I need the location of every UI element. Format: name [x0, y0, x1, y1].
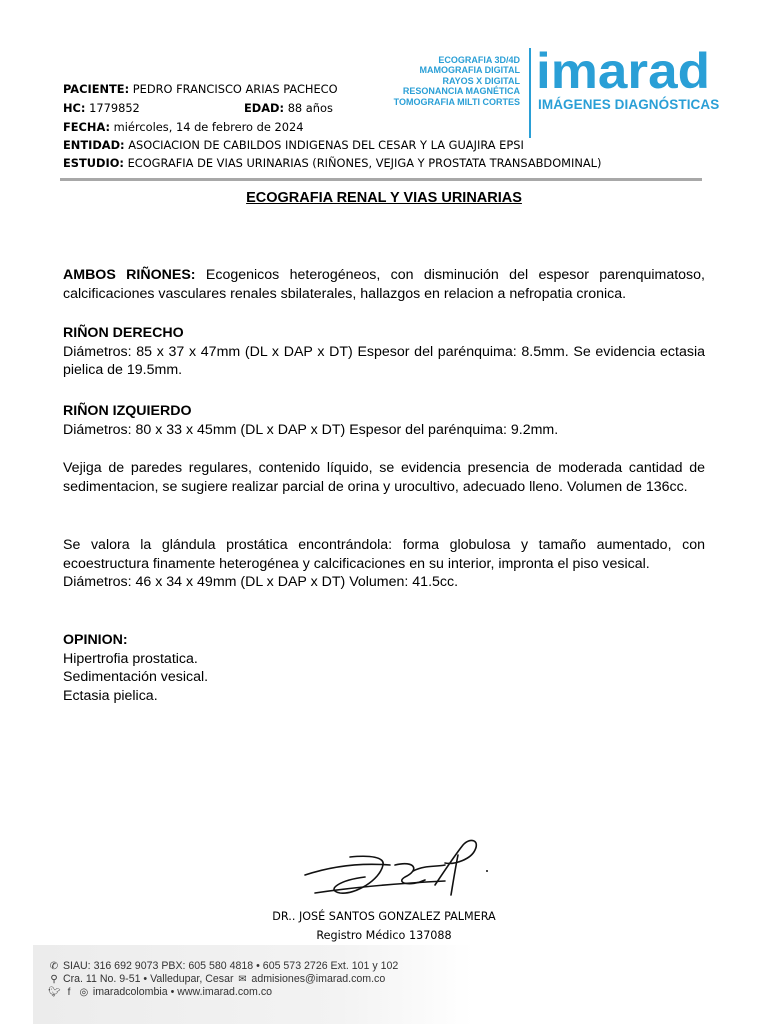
whatsapp-icon: ✆ — [49, 961, 59, 972]
rinon-izquierdo-text: Diámetros: 80 x 33 x 45mm (DL x DAP x DT) Espesor del parénquima: 9.2mm. — [63, 421, 559, 438]
ambos-rinones-paragraph — [63, 266, 705, 303]
footer-address-line — [48, 973, 385, 986]
service-item: RAYOS X DIGITAL — [442, 75, 520, 86]
service-item: MAMOGRAFIA DIGITAL — [419, 65, 520, 76]
estudio-value: ECOGRAFIA DE VIAS URINARIAS (RIÑONES, VEJIGA Y PROSTATA TRANSABDOMINAL) — [127, 156, 602, 170]
footer-social-line — [48, 986, 272, 999]
patient-name-row — [63, 82, 338, 96]
header-divider — [60, 178, 702, 181]
rinon-izquierdo-section — [63, 402, 705, 439]
service-item: ECOGRAFIA 3D/4D — [438, 55, 520, 65]
entidad-label: ENTIDAD: — [63, 138, 125, 152]
twitter-icon: 🐦︎ — [48, 987, 61, 998]
edad-label: EDAD: — [244, 101, 285, 115]
opinion-item: Hipertrofia prostatica. — [63, 650, 198, 667]
services-list — [330, 55, 520, 107]
prostata-diameters: Diámetros: 46 x 34 x 49mm (DL x DAP x DT) Volumen: 41.5cc. — [63, 574, 459, 590]
hc-label: HC: — [63, 101, 86, 115]
ambos-rinones-label: AMBOS RIÑONES: — [63, 267, 196, 283]
opinion-section — [63, 631, 705, 705]
opinion-label: OPINION: — [63, 632, 128, 648]
estudio-label: ESTUDIO: — [63, 156, 124, 170]
hc-row — [63, 101, 140, 115]
doctor-name: DR.. JOSÉ SANTOS GONZALEZ PALMERA — [272, 910, 496, 923]
ambos-rinones-text: Ecogenicos heterogéneos, con disminución del espesor parenquimatoso, calcificaciones vasculares renales sbilaterales, hallazgos en relacion a nefropatia cronica. — [63, 267, 705, 302]
vejiga-paragraph: Vejiga de paredes regulares, contenido líquido, se evidencia presencia de moderada cantidad de sedimentacion, se sugiere realizar parcial de orina y urocultivo, adecuado lleno. Volumen de 136cc. — [63, 460, 705, 495]
edad-row — [244, 101, 333, 115]
logo-divider — [529, 48, 531, 138]
paciente-label: PACIENTE: — [63, 82, 130, 96]
rinon-derecho-section — [63, 324, 705, 380]
estudio-row — [63, 156, 601, 170]
logo-text: imarad — [536, 46, 710, 98]
service-item: RESONANCIA MAGNÉTICA — [402, 86, 520, 97]
prostata-text: Se valora la glándula prostática encontrándola: forma globulosa y tamaño aumentado, con ecoestructura finamente heterogénea y calcificaciones en su interior, impronta el piso vesical. — [63, 537, 705, 572]
footer-social: imaradcolombia • www.imarad.com.co — [92, 986, 273, 998]
fecha-row — [63, 120, 304, 134]
footer-address: Cra. 11 No. 9-51 • Valledupar, Cesar — [62, 973, 234, 985]
location-pin-icon: ⚲ — [50, 974, 58, 985]
logo-subtitle: IMÁGENES DIAGNÓSTICAS — [538, 97, 720, 112]
hc-value: 1779852 — [89, 101, 140, 115]
entidad-row — [63, 138, 524, 152]
instagram-icon: ◎ — [79, 987, 89, 998]
service-item: TOMOGRAFIA MILTI CORTES — [393, 96, 520, 107]
imarad-logo — [536, 46, 712, 98]
footer-contact-line — [48, 960, 398, 973]
fecha-value: miércoles, 14 de febrero de 2024 — [113, 120, 304, 134]
rinon-derecho-label: RIÑON DERECHO — [63, 325, 184, 341]
opinion-item: Ectasia pielica. — [63, 687, 158, 704]
edad-value: 88 años — [287, 101, 333, 115]
entidad-value: ASOCIACION DE CABILDOS INDIGENAS DEL CESAR Y LA GUAJIRA EPSI — [128, 138, 524, 152]
email-icon: ✉ — [238, 974, 247, 985]
handwritten-signature — [295, 835, 495, 905]
footer-phones: SIAU: 316 692 9073 PBX: 605 580 4818 • 605 573 2726 Ext. 101 y 102 — [62, 960, 399, 972]
rinon-derecho-text: Diámetros: 85 x 37 x 47mm (DL x DAP x DT) Espesor del parénquima: 8.5mm. Se evidencia ectasia pielica de 19.5mm. — [63, 343, 705, 378]
facebook-icon: f — [67, 987, 71, 998]
rinon-izquierdo-label: RIÑON IZQUIERDO — [63, 403, 192, 419]
footer-email: admisiones@imarad.com.co — [251, 973, 386, 985]
fecha-label: FECHA: — [63, 120, 111, 134]
paciente-value: PEDRO FRANCISCO ARIAS PACHECO — [132, 82, 338, 96]
prostata-section — [63, 536, 705, 592]
opinion-item: Sedimentación vesical. — [63, 669, 209, 685]
report-title: ECOGRAFIA RENAL Y VIAS URINARIAS — [246, 190, 522, 206]
medical-registry: Registro Médico 137088 — [316, 929, 452, 942]
